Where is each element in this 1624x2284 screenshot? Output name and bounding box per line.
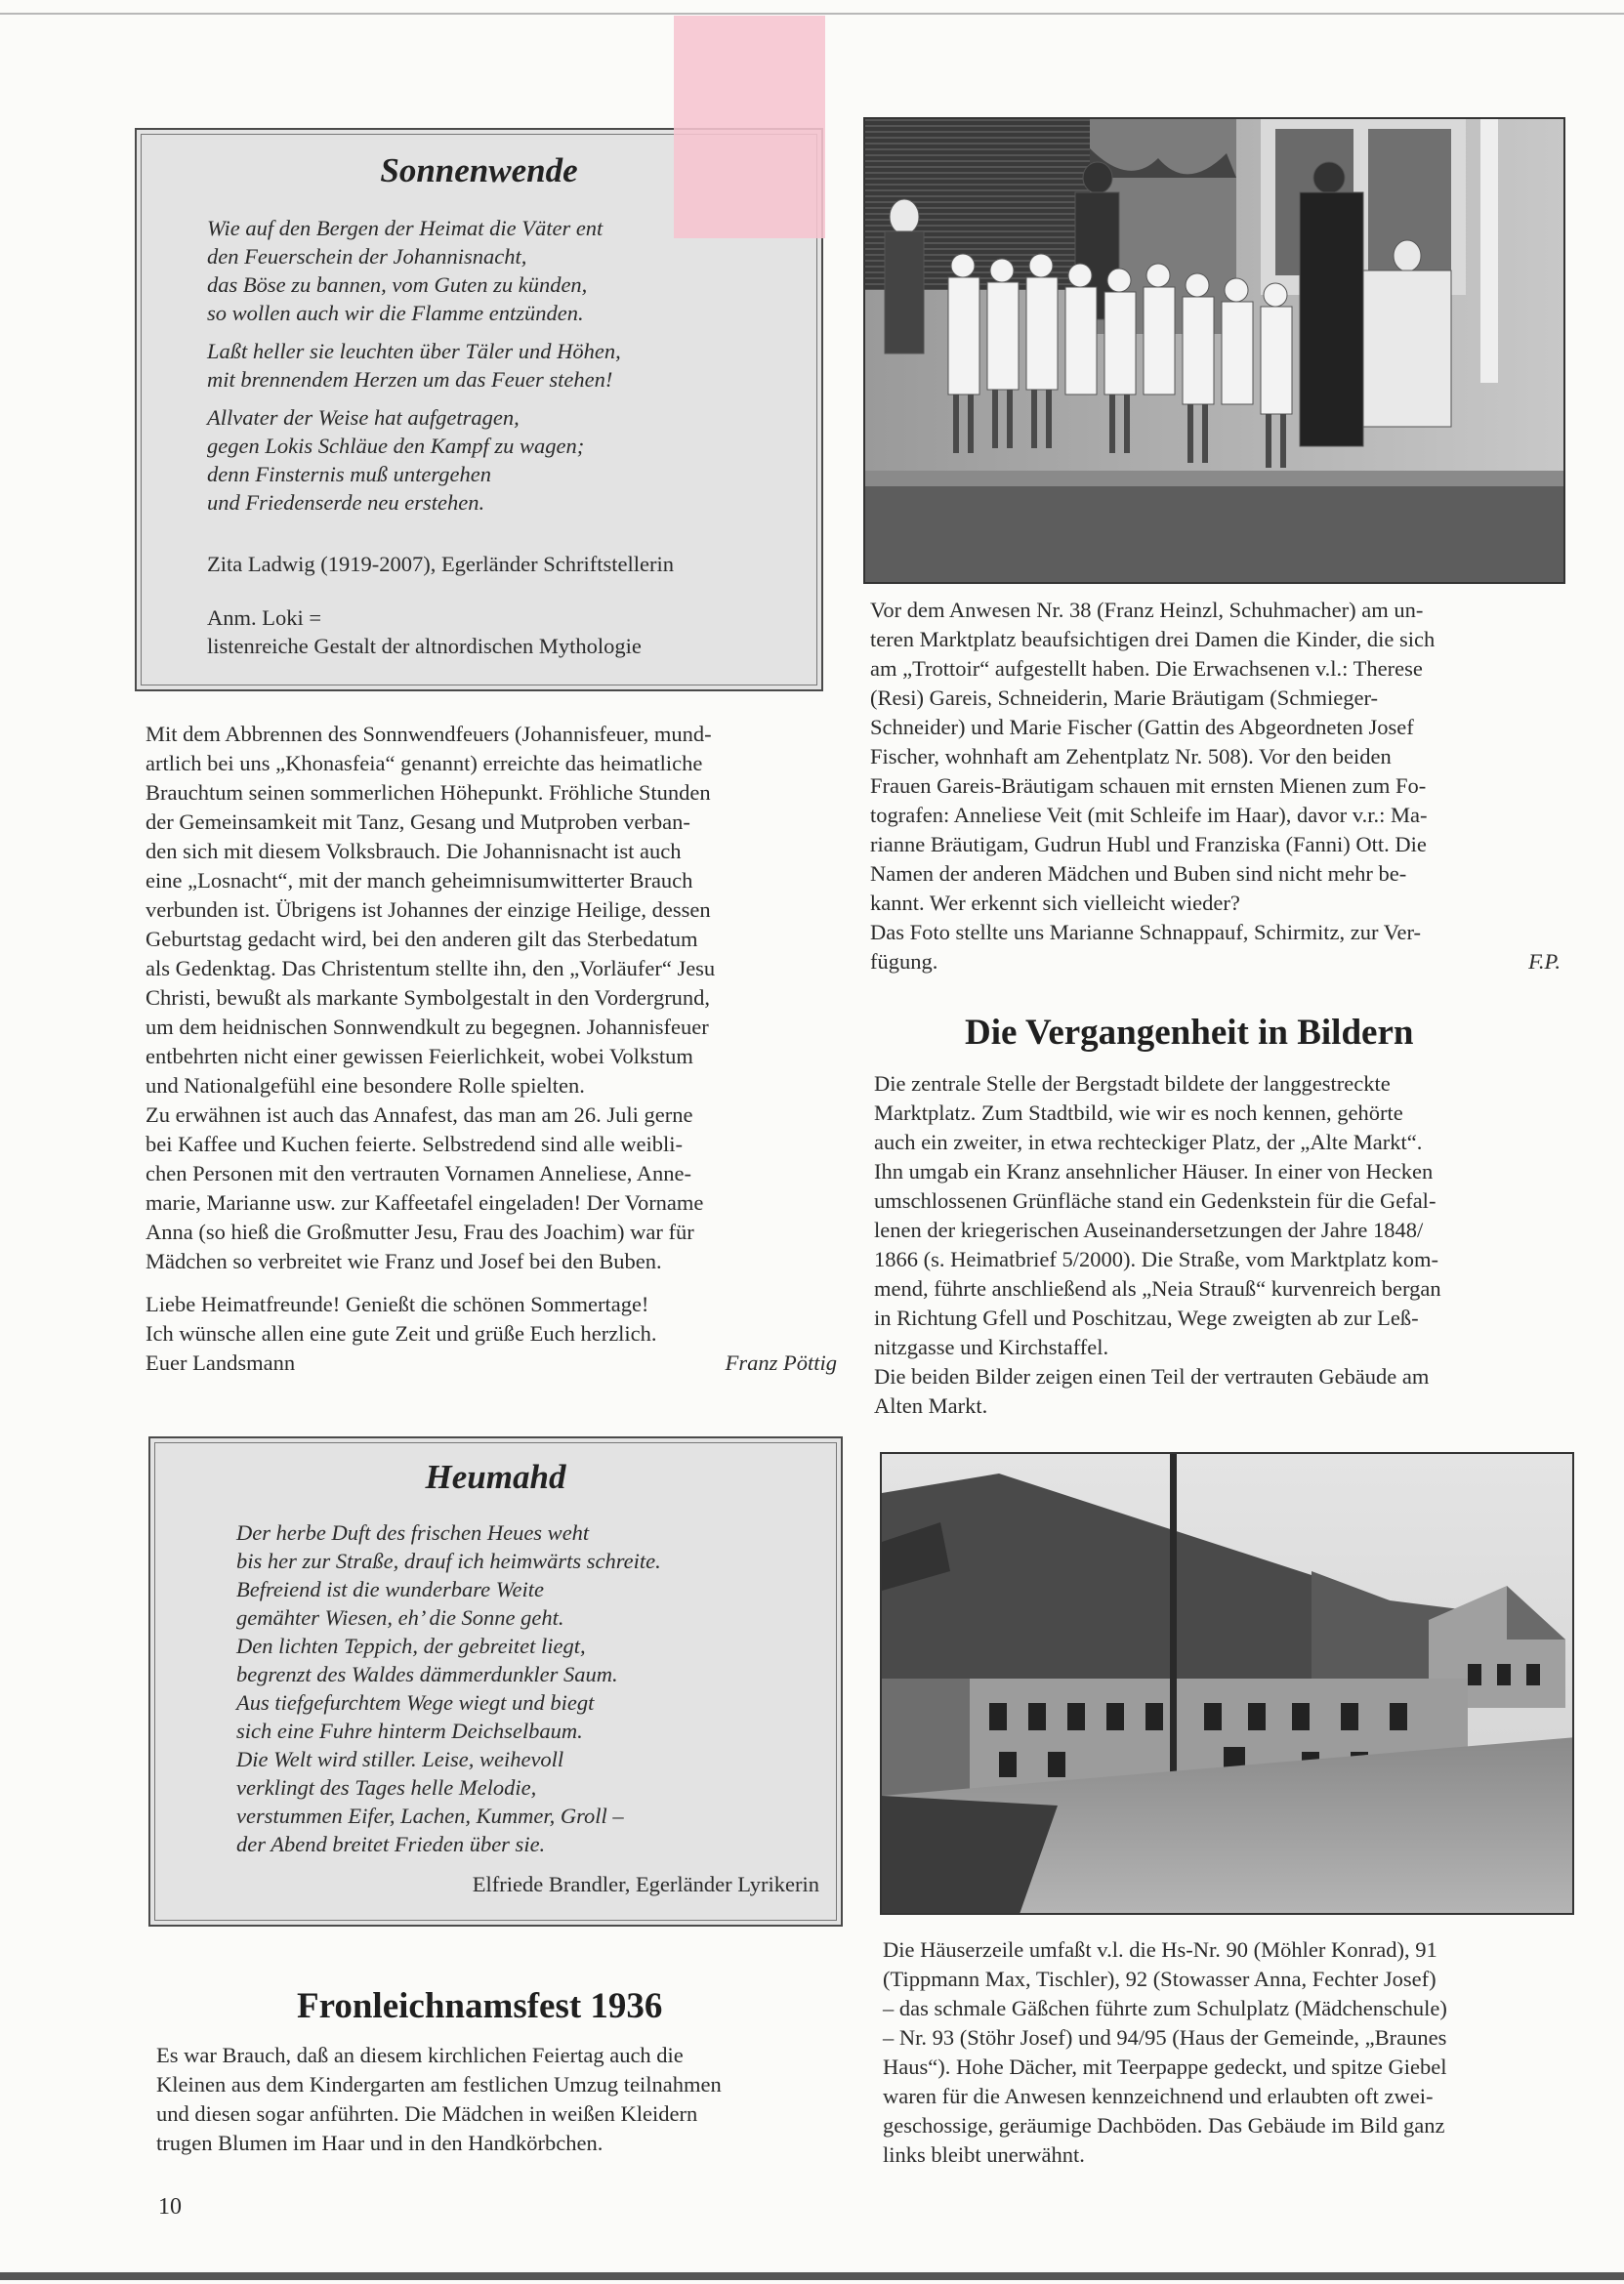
caption-line: Haus“). Hohe Dächer, mit Teerpappe gedeckt, und spitze Giebel	[883, 2055, 1447, 2079]
poem-line: sich eine Fuhre hinterm Deichselbaum.	[236, 1719, 583, 1743]
article-line: und diesen sogar anführten. Die Mädchen in weißen Kleidern	[156, 2101, 698, 2126]
caption-line: (Resi) Gareis, Schneiderin, Marie Bräutigam (Schmieger-	[870, 685, 1379, 710]
poem-line: begrenzt des Waldes dämmerdunkler Saum.	[236, 1662, 618, 1686]
sonnenwende-note-2: listenreiche Gestalt der altnordischen Mythologie	[207, 634, 642, 658]
poem-stanza	[207, 214, 621, 327]
article-line: Die zentrale Stelle der Bergstadt bildete der langgestreckte	[874, 1071, 1391, 1096]
article-line: den sich mit diesem Volksbrauch. Die Johannisnacht ist auch	[146, 839, 682, 863]
poem-line: gemähter Wiesen, eh’ die Sonne geht.	[236, 1605, 564, 1630]
caption-line: – Nr. 93 (Stöhr Josef) und 94/95 (Haus der Gemeinde, „Braunes	[883, 2025, 1447, 2050]
article-line: Die beiden Bilder zeigen einen Teil der vertrauten Gebäude am	[874, 1364, 1430, 1389]
poem-line: so wollen auch wir die Flamme entzünden.	[207, 301, 584, 325]
heumahd-author: Elfriede Brandler, Egerländer Lyrikerin	[472, 1872, 819, 1896]
fronleichnam-heading: Fronleichnamsfest 1936	[297, 1986, 663, 2026]
article-line: der Gemeinsamkeit mit Tanz, Gesang und Mutproben verban-	[146, 810, 690, 834]
photo-alter-markt	[880, 1452, 1574, 1915]
caption-line: Das Foto stellte uns Marianne Schnappauf, Schirmitz, zur Ver-	[870, 920, 1422, 944]
article-line: Kleinen aus dem Kindergarten am festlichen Umzug teilnahmen	[156, 2072, 722, 2097]
children-photo-image	[865, 119, 1565, 584]
closing-line: Euer Landsmann	[146, 1350, 296, 1375]
poem-line: der Abend breitet Frieden über sie.	[236, 1832, 546, 1856]
article-line: in Richtung Gfell und Poschitzau, Wege zweigten ab zur Leß-	[874, 1306, 1419, 1330]
vergangenheit-heading: Die Vergangenheit in Bildern	[965, 1013, 1414, 1053]
heumahd-title: Heumahd	[425, 1458, 566, 1496]
article-line: Ihn umgab ein Kranz ansehnlicher Häuser. In einer von Hecken	[874, 1159, 1434, 1184]
vergangenheit-text	[874, 1069, 1562, 1421]
caption-line: Schneider) und Marie Fischer (Gattin des Abgeordneten Josef	[870, 715, 1414, 739]
caption-line: kannt. Wer erkennt sich vielleicht wieder?	[870, 891, 1240, 915]
caption-line: teren Marktplatz beaufsichtigen drei Damen die Kinder, die sich	[870, 627, 1436, 651]
sonnenwende-author: Zita Ladwig (1919-2007), Egerländer Schriftstellerin	[207, 552, 674, 576]
article-line: nitzgasse und Kirchstaffel.	[874, 1335, 1109, 1359]
poem-line: gegen Lokis Schläue den Kampf zu wagen;	[207, 434, 585, 458]
page-bottom-edge	[0, 2272, 1624, 2280]
caption-line: am „Trottoir“ aufgestellt haben. Die Erwachsenen v.l.: Therese	[870, 656, 1423, 681]
article-line: und Nationalgefühl eine besondere Rolle spielten.	[146, 1073, 585, 1098]
caption-last-row	[870, 947, 1561, 976]
poem-line: Aus tiefgefurchtem Wege wiegt und biegt	[236, 1690, 595, 1715]
article-line: verbunden ist. Übrigens ist Johannes der einzige Heilige, dessen	[146, 897, 711, 922]
caption-line: tografen: Anneliese Veit (mit Schleife im Haar), davor v.r.: Ma-	[870, 803, 1428, 827]
caption-line: fügung.	[870, 949, 938, 974]
poem-line: Die Welt wird stiller. Leise, weihevoll	[236, 1747, 564, 1771]
article-line: Marktplatz. Zum Stadtbild, wie wir es noch kennen, gehörte	[874, 1100, 1403, 1125]
photo-children-caption	[870, 596, 1561, 976]
article-line: artlich bei uns „Khonasfeia“ genannt) erreichte das heimatliche	[146, 751, 703, 775]
heumahd-poem	[236, 1518, 661, 1858]
article-line: Es war Brauch, daß an diesem kirchlichen Feiertag auch die	[156, 2043, 684, 2067]
article-line: Mit dem Abbrennen des Sonnwendfeuers (Johannisfeuer, mund-	[146, 722, 712, 746]
photo-children-group	[863, 117, 1565, 584]
caption-line: geschossige, geräumige Dachböden. Das Gebäude im Bild ganz	[883, 2113, 1445, 2138]
pink-sticky-note	[674, 16, 825, 238]
article-line: Geburtstag gedacht wird, bei den anderen gilt das Sterbedatum	[146, 927, 698, 951]
caption-line: (Tippmann Max, Tischler), 92 (Stowasser Anna, Fechter Josef)	[883, 1967, 1437, 1991]
caption-line: Namen der anderen Mädchen und Buben sind nicht mehr be-	[870, 861, 1407, 886]
article-line: umschlossenen Grünfläche stand ein Gedenkstein für die Gefal-	[874, 1188, 1437, 1213]
page-number: 10	[158, 2194, 182, 2220]
closing-line: Ich wünsche allen eine gute Zeit und grüße Euch herzlich.	[146, 1321, 657, 1346]
article-line: Christi, bewußt als markante Symbolgestalt in den Vordergrund,	[146, 985, 711, 1010]
poem-line: Wie auf den Bergen der Heimat die Väter ent	[207, 216, 604, 240]
article-line: auch ein zweiter, in etwa rechteckiger Platz, der „Alte Markt“.	[874, 1130, 1423, 1154]
caption-line: – das schmale Gäßchen führte zum Schulplatz (Mädchenschule)	[883, 1996, 1447, 2020]
caption-line: links bleibt unerwähnt.	[883, 2142, 1085, 2167]
page-top-edge	[0, 13, 1624, 15]
poem-line: Allvater der Weise hat aufgetragen,	[207, 405, 520, 430]
heumahd-box	[148, 1436, 843, 1927]
caption-line: Vor dem Anwesen Nr. 38 (Franz Heinzl, Schuhmacher) am un-	[870, 598, 1424, 622]
poem-line: Den lichten Teppich, der gebreitet liegt,	[236, 1634, 586, 1658]
article-line: Anna (so hieß die Großmutter Jesu, Frau des Joachim) war für	[146, 1220, 694, 1244]
poem-stanza	[207, 403, 621, 517]
caption-initials: F.P.	[1528, 949, 1561, 974]
article-line: als Gedenktag. Das Christentum stellte ihn, den „Vorläufer“ Jesu	[146, 956, 716, 980]
article-line: Mädchen so verbreitet wie Franz und Josef bei den Buben.	[146, 1249, 662, 1273]
sonnenwende-note-1: Anm. Loki =	[207, 605, 322, 630]
article-line: marie, Marianne usw. zur Kaffeetafel eingeladen! Der Vorname	[146, 1190, 704, 1215]
signature-row	[146, 1349, 837, 1378]
caption-line: Die Häuserzeile umfaßt v.l. die Hs-Nr. 90 (Möhler Konrad), 91	[883, 1937, 1437, 1962]
sonnenwende-title: Sonnenwende	[380, 151, 578, 189]
poem-line: und Friedenserde neu erstehen.	[207, 490, 485, 515]
caption-line: Frauen Gareis-Bräutigam schauen mit ernsten Mienen zum Fo-	[870, 773, 1427, 798]
sonnenwende-poem	[207, 214, 621, 526]
article-line: bei Kaffee und Kuchen feierte. Selbstredend sind alle weibli-	[146, 1132, 684, 1156]
article-line: trugen Blumen im Haar und in den Handkörbchen.	[156, 2131, 604, 2155]
article-line: 1866 (s. Heimatbrief 5/2000). Die Straße, vom Marktplatz kom-	[874, 1247, 1438, 1271]
caption-line: Fischer, wohnhaft am Zehentplatz Nr. 508). Vor den beiden	[870, 744, 1392, 768]
article-line: Zu erwähnen ist auch das Annafest, das man am 26. Juli gerne	[146, 1102, 693, 1127]
article-line: entbehrten nicht einer gewissen Feierlichkeit, wobei Volkstum	[146, 1044, 693, 1068]
poem-line: Laßt heller sie leuchten über Täler und Höhen,	[207, 339, 621, 363]
poem-line: den Feuerschein der Johannisnacht,	[207, 244, 527, 269]
article-line: lenen der kriegerischen Auseinandersetzungen der Jahre 1848/	[874, 1218, 1424, 1242]
article-line: Alten Markt.	[874, 1393, 988, 1418]
poem-line: bis her zur Straße, drauf ich heimwärts schreite.	[236, 1549, 661, 1573]
poem-line: Befreiend ist die wunderbare Weite	[236, 1577, 544, 1601]
left-article	[146, 720, 837, 1378]
caption-line: waren für die Anwesen kennzeichnend und erlaubten oft zwei-	[883, 2084, 1434, 2108]
article-line: Brauchtum seinen sommerlichen Höhepunkt. Fröhliche Stunden	[146, 780, 711, 805]
alter-markt-photo-image	[882, 1454, 1574, 1915]
poem-line: verklingt des Tages helle Melodie,	[236, 1775, 537, 1800]
caption-line: rianne Bräutigam, Gudrun Hubl und Franziska (Fanni) Ott. Die	[870, 832, 1427, 856]
article-line: eine „Losnacht“, mit der manch geheimnisumwitterter Brauch	[146, 868, 693, 893]
photo-alter-markt-caption	[883, 1935, 1571, 2170]
article-line: mend, führte anschließend als „Neia Strauß“ kurvenreich bergan	[874, 1276, 1441, 1301]
poem-line: verstummen Eifer, Lachen, Kummer, Groll –	[236, 1804, 624, 1828]
article-line: chen Personen mit den vertrauten Vornamen Anneliese, Anne-	[146, 1161, 692, 1185]
poem-line: mit brennendem Herzen um das Feuer stehen!	[207, 367, 613, 392]
poem-line: das Böse zu bannen, vom Guten zu künden,	[207, 272, 588, 297]
author-signature: Franz Pöttig	[725, 1350, 837, 1375]
article-line: um dem heidnischen Sonnwendkult zu begegnen. Johannisfeuer	[146, 1015, 709, 1039]
closing-line: Liebe Heimatfreunde! Genießt die schönen Sommertage!	[146, 1292, 649, 1316]
fronleichnam-text	[156, 2041, 848, 2158]
poem-stanza	[207, 337, 621, 394]
poem-line: Der herbe Duft des frischen Heues weht	[236, 1520, 590, 1545]
poem-line: denn Finsternis muß untergehen	[207, 462, 491, 486]
